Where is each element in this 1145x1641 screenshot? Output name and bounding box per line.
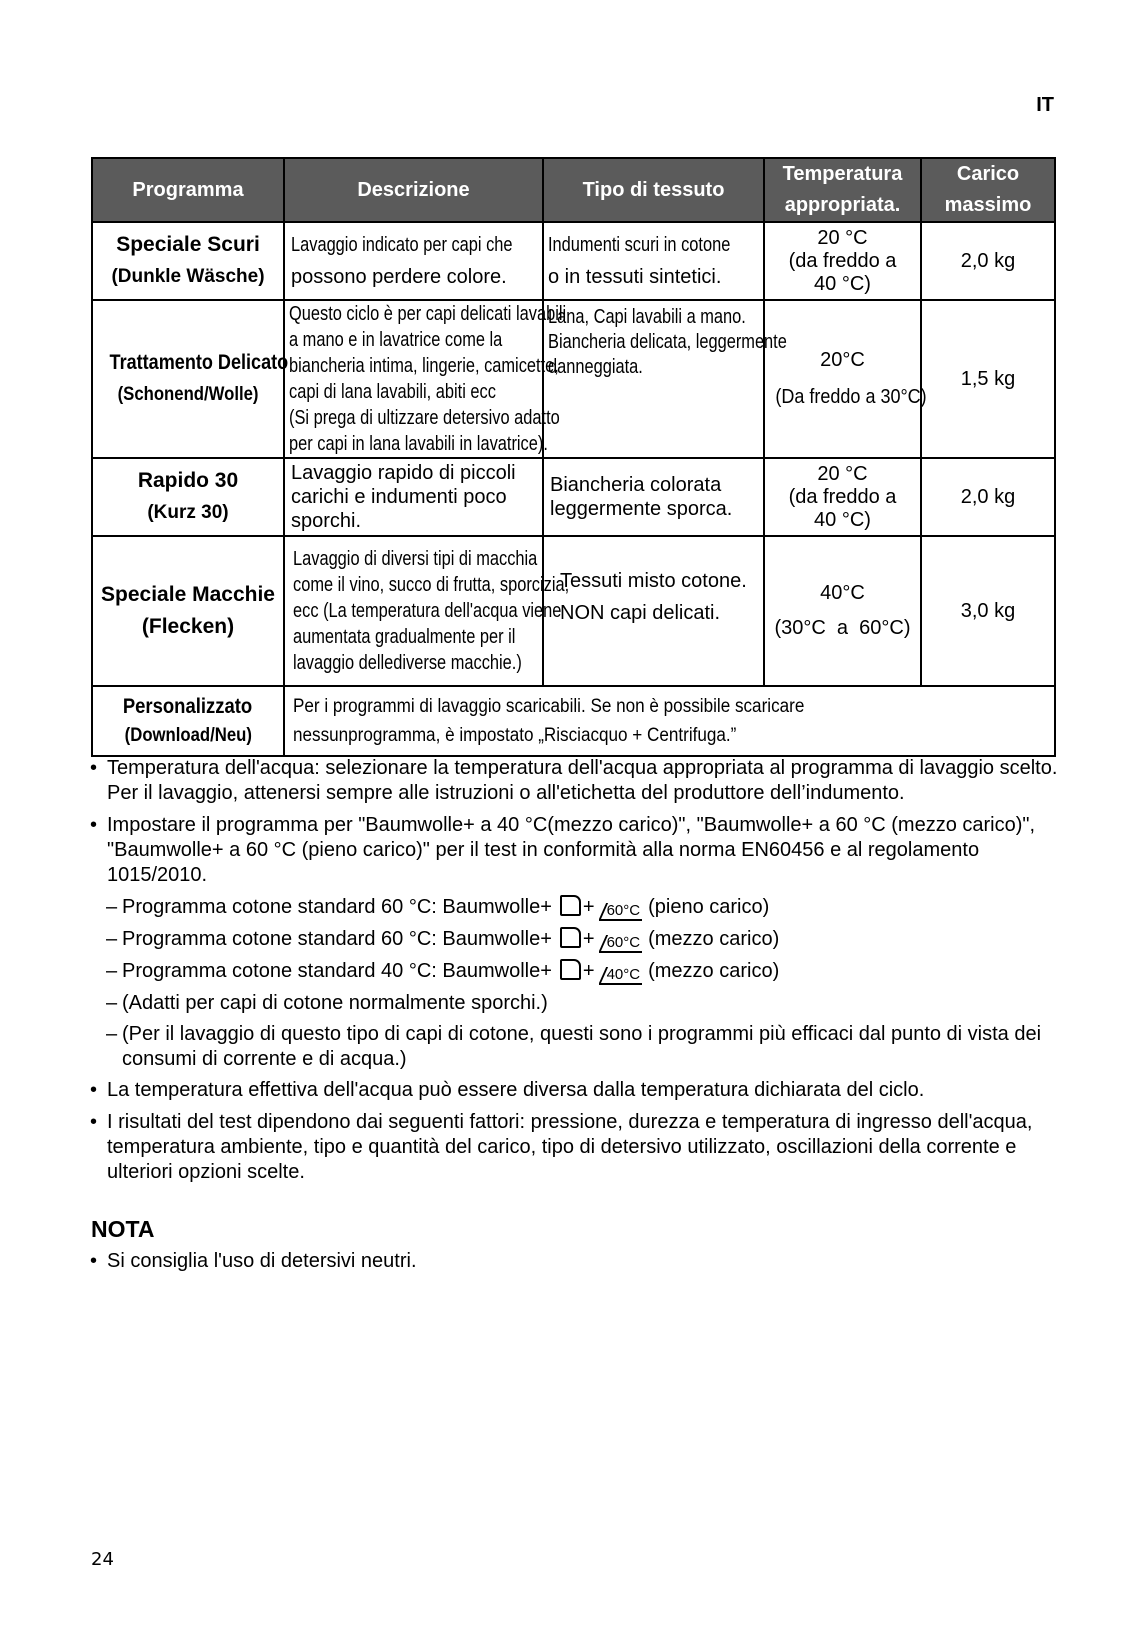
temperature-line: (da freddo a	[788, 485, 897, 508]
max-load: 3,0 kg	[921, 536, 1055, 686]
temperature-line: 40 °C)	[814, 272, 871, 295]
description-line: lavaggio dellediverse macchie.)	[293, 652, 522, 674]
fabric-line: Tessuti misto cotone.	[560, 570, 747, 592]
dash-marker: –	[106, 896, 118, 918]
dash-marker: –	[106, 960, 118, 982]
program-name	[92, 300, 289, 458]
header-temperature-line2: appropriata.	[784, 194, 901, 216]
program-subtitle: (Flecken)	[141, 615, 235, 638]
description-line: Questo ciclo è per capi delicati lavabili	[289, 303, 567, 325]
fabric-line: Indumenti scuri in cotone	[548, 234, 731, 256]
header-fabric: Tipo di tessuto	[543, 158, 764, 222]
note-efficiency	[90, 1022, 1060, 1072]
standard-program-text: Programma cotone standard 60 °C: Baumwolle+	[122, 896, 552, 918]
cotton-program-icon	[560, 959, 581, 980]
description-line: Lavaggio rapido di piccoli	[291, 462, 516, 484]
program-subtitle-text: (Schonend/Wolle)	[117, 384, 259, 405]
table-row	[92, 222, 1055, 300]
header-temperature-line1: Temperatura	[782, 163, 903, 185]
description-line: ecc (La temperatura dell'acqua viene	[293, 600, 562, 622]
program-table	[91, 157, 1056, 757]
temperature-setting-icon: 40°C	[599, 967, 643, 985]
max-load: 1,5 kg	[921, 300, 1055, 458]
fabric-line: leggermente sporca.	[550, 498, 733, 520]
note-cotton-suitable	[90, 991, 1060, 1016]
program-description	[284, 300, 567, 458]
max-load: 2,0 kg	[921, 458, 1055, 536]
description-line: (Si prega di ultizzare detersivo adatto	[289, 407, 560, 429]
header-load-line1: Carico	[956, 163, 1020, 185]
fabric-line: Biancheria colorata	[550, 474, 722, 496]
table-header-row	[92, 158, 1055, 222]
table-row	[92, 686, 1055, 756]
description-line: per capi in lana lavabili in lavatrice).	[289, 433, 548, 455]
temperature-line: 20°C	[820, 349, 865, 371]
description-line: Lavaggio indicato per capi che	[291, 234, 513, 256]
program-description	[284, 222, 543, 300]
program-title-text: Trattamento Delicato	[109, 351, 289, 374]
note-standard-program-3	[90, 959, 1060, 985]
note-standard-program-2	[90, 927, 1060, 953]
temperature-line: 20 °C	[817, 226, 868, 249]
plus-sign: +	[582, 960, 595, 982]
fabric-line: NON capi delicati.	[560, 602, 721, 624]
cotton-program-icon	[560, 895, 581, 916]
dash-marker: –	[106, 992, 118, 1014]
table-row	[92, 300, 1055, 458]
description-line: Per i programmi di lavaggio scaricabili. Se non è possibile scaricare	[293, 696, 805, 717]
program-subtitle: (Kurz 30)	[147, 502, 229, 523]
plus-sign: +	[582, 928, 595, 950]
fabric-line: o in tessuti sintetici.	[548, 266, 722, 288]
dash-marker: –	[106, 1023, 118, 1045]
description-line: carichi e indumenti poco	[291, 486, 507, 508]
description-line: possono perdere colore.	[291, 266, 507, 288]
program-title	[99, 692, 277, 721]
program-name	[92, 458, 284, 536]
fabric-line: Biancheria delicata, leggermente	[548, 331, 787, 353]
header-temperature	[764, 158, 921, 222]
note-standard-program-1	[90, 895, 1060, 921]
fabric-line: Lana, Capi lavabili a mano.	[548, 306, 746, 328]
program-title	[95, 347, 289, 379]
program-subtitle	[99, 721, 277, 750]
temperature-setting-icon: 60°C	[599, 935, 643, 953]
notes-section	[90, 756, 1060, 1192]
note-actual-temperature: • La temperatura effettiva dell'acqua può essere diversa dalla temperatura dichiarata del ciclo.	[90, 1078, 1060, 1103]
load-note: (mezzo carico)	[648, 928, 780, 950]
description-line: aumentata gradualmente per il	[293, 626, 516, 648]
page-number: 24	[91, 1549, 114, 1570]
description-line: nessunprogramma, è impostato „Risciacquo + Centrifuga.”	[293, 725, 737, 746]
program-subtitle-text: (Download/Neu)	[124, 725, 252, 746]
program-title: Speciale Macchie	[101, 583, 275, 606]
program-title: Rapido 30	[137, 469, 239, 492]
dash-marker: –	[106, 928, 118, 950]
temperature-line: (da freddo a	[788, 249, 897, 272]
program-subtitle	[95, 379, 281, 411]
temperature	[764, 300, 927, 458]
header-program: Programma	[92, 158, 284, 222]
fabric-type	[543, 300, 787, 458]
program-name	[92, 686, 284, 756]
temperature-line: 40 °C)	[814, 508, 871, 531]
load-note: (mezzo carico)	[648, 960, 780, 982]
note-text: (Adatti per capi di cotone normalmente sporchi.)	[122, 992, 548, 1014]
program-name	[92, 536, 284, 686]
fabric-type	[543, 222, 764, 300]
program-title: Speciale Scuri	[116, 233, 260, 256]
description-line: capi di lana lavabili, abiti ecc	[289, 381, 496, 403]
temperature-line: 40°C	[820, 582, 865, 604]
temperature-setting-icon: 60°C	[599, 903, 643, 921]
program-title-text: Personalizzato	[123, 695, 253, 718]
temperature	[764, 536, 921, 686]
table-row	[92, 536, 1055, 686]
description-line: come il vino, succo di frutta, sporcizia,	[293, 574, 570, 596]
note-test-program: • Impostare il programma per "Baumwolle+ a 40 °C(mezzo carico)", "Baumwolle+ a 60 °C (mezzo carico)", "Baumwolle+ a 60 °C (pieno carico)" per il test in conformità alla norma EN60456 e al regolamento 1015/2010.	[90, 813, 1060, 888]
program-name	[92, 222, 284, 300]
temperature	[764, 458, 921, 536]
program-subtitle: (Dunkle Wäsche)	[111, 266, 265, 287]
plus-sign: +	[582, 896, 595, 918]
program-description	[284, 536, 570, 686]
cotton-program-icon	[560, 927, 581, 948]
note-text: (Per il lavaggio di questo tipo di capi di cotone, questi sono i programmi più efficaci dal punto di vista dei consumi di corrente e di acqua.)	[122, 1023, 1042, 1070]
language-code: IT	[1036, 94, 1054, 116]
header-description: Descrizione	[284, 158, 543, 222]
program-description	[284, 458, 543, 536]
fabric-type	[543, 536, 764, 686]
temperature-line: (Da freddo a 30°C)	[775, 386, 927, 408]
note-test-results: • I risultati del test dipendono dai seguenti fattori: pressione, durezza e temperatura di ingresso dell'acqua, temperatura ambiente, tipo e quantità del carico, tipo di detersivo utilizzato, oscillazioni della corrente e ulteriori opzioni scelte.	[90, 1110, 1060, 1185]
temperature	[764, 222, 921, 300]
description-line: Lavaggio di diversi tipi di macchia	[293, 548, 538, 570]
description-line: sporchi.	[291, 510, 362, 532]
nota-heading: NOTA	[91, 1216, 155, 1242]
program-description	[284, 686, 1055, 756]
fabric-type	[543, 458, 764, 536]
header-max-load	[921, 158, 1055, 222]
note-water-temperature: • Temperatura dell'acqua: selezionare la temperatura dell'acqua appropriata al programma di lavaggio scelto. Per il lavaggio, attenersi sempre alle istruzioni o all'etichetta del produttore dell’indumento.	[90, 756, 1060, 806]
description-line: biancheria intima, lingerie, camicette,	[289, 355, 559, 377]
nota-text: • Si consiglia l'uso di detersivi neutri.	[90, 1250, 1007, 1273]
standard-program-text: Programma cotone standard 40 °C: Baumwolle+	[122, 960, 552, 982]
temperature-line: 20 °C	[817, 462, 868, 485]
max-load: 2,0 kg	[921, 222, 1055, 300]
standard-program-text: Programma cotone standard 60 °C: Baumwolle+	[122, 928, 552, 950]
fabric-line: danneggiata.	[548, 356, 643, 378]
load-note: (pieno carico)	[648, 896, 770, 918]
header-load-line2: massimo	[944, 194, 1032, 216]
temperature-line: (30°C a 60°C)	[774, 617, 911, 639]
table-row	[92, 458, 1055, 536]
description-line: a mano e in lavatrice come la	[289, 329, 503, 351]
